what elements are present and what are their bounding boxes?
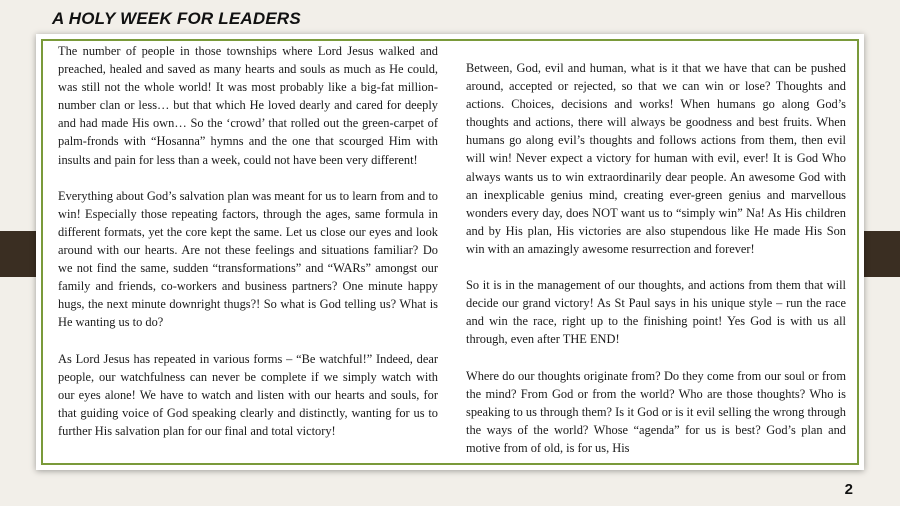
right-text-column xyxy=(466,59,846,475)
paragraph: Where do our thoughts originate from? Do they come from our soul or from the mind? From God or from the world? Who are those thoughts? Who is speaking to us through them? Is it God or is it evil selling the wrong through the ways of the world? Whose “agenda” for us is best? God’s plan and motive from of old, is for us, His xyxy=(466,368,846,455)
paragraph: The number of people in those townships where Lord Jesus walked and preached, healed and saved as many hearts and souls as much as He could, was still not the whole world! It was most probably like a big-fat million-number clan or less… but that which He loved dearly and cared for deeply and had made His own… So the ‘crowd’ that rolled out the green-carpet of palm-fronds with “Hosanna” hymns and the one that scourged Him with insults and pain for less than a week, could not have been very different! xyxy=(58,44,438,167)
paragraph: So it is in the management of our thoughts, and actions from them that will decide our grand victory! As St Paul says in his unique style – run the race and win the race, right up to the finishing point! Yes God is with us all through, even after THE END! xyxy=(466,278,846,347)
left-text-column xyxy=(58,42,438,458)
content-card xyxy=(36,34,864,470)
page-number: 2 xyxy=(844,481,853,498)
page-title: A HOLY WEEK FOR LEADERS xyxy=(52,9,301,28)
paragraph: Everything about God’s salvation plan was meant for us to learn from and to win! Especially those repeating factors, through the ages, same formula in different formats, yet the core kept the same. Let us close our eyes and look around with our hearts. Are not these feelings and situations familiar? Do we not find the same, sudden “transformations” and “WARs” amongst our family and friends, co-workers and business partners? One minute happy hugs, the next minute downright thugs?! So what is God telling us? What is He wanting us to do? xyxy=(58,188,438,330)
paragraph: As Lord Jesus has repeated in various forms – “Be watchful!” Indeed, dear people, our watchfulness can never be complete if we simply watch with our eyes alone! We have to watch and listen with our hearts and souls, for that guiding voice of God speaking clearly and distinctly, wanting for us to further His salvation plan for our final and total victory! xyxy=(58,351,438,438)
paragraph: Between, God, evil and human, what is it that we have that can be pushed around, accepted or rejected, so that we can win or lose? Thoughts and actions. Choices, decisions and works! When humans go along God’s thoughts and actions, there will always be goodness and best fruits. When humans go along evil’s thoughts and follows actions from them, then evil will win! Never expect a victory for human with evil, ever! It is God Who always wants us to win extraordinarily dear people. An awesome God with an inexplicable genius mind, creating ever-green genius and marvellous wonders every day, does NOT want us to “simply win” Na! As His children and by His plan, His victories are also stupendous like He made His Son win with an amazingly awesome resurrection and forever! xyxy=(466,61,846,256)
